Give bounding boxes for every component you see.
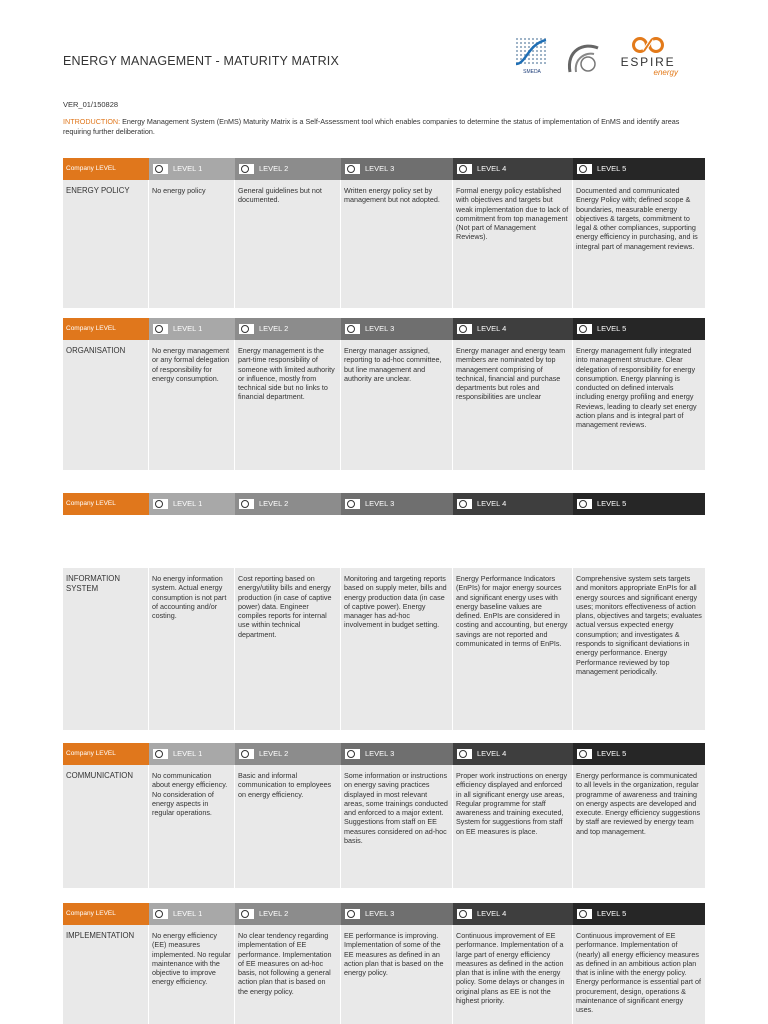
checkbox[interactable]	[457, 499, 472, 509]
introduction	[63, 117, 708, 136]
svg-text:SMEDA: SMEDA	[523, 69, 541, 75]
checkbox[interactable]	[457, 749, 472, 759]
section-information-system	[63, 493, 705, 730]
checkbox[interactable]	[457, 164, 472, 174]
level-label: LEVEL 3	[365, 324, 395, 333]
level-2-option[interactable]	[235, 493, 341, 515]
level-label: LEVEL 1	[173, 909, 203, 918]
level-label: LEVEL 4	[477, 909, 507, 918]
level-label: LEVEL 3	[365, 499, 395, 508]
level-1-option[interactable]	[149, 318, 235, 340]
level-5-description: Comprehensive system sets targets and monitors appropriate EnPIs for all energy sources and significant energy uses; monitors effectiveness of action plans, objectives and targets; evaluates actual versus expected energy consumption; and investigates & responds to significant deviations in energy performance. Energy Performance reviewed by top management periodically.	[576, 574, 702, 676]
checkbox[interactable]	[577, 499, 592, 509]
espire-mark-icon	[629, 36, 667, 54]
spacer	[63, 515, 705, 568]
level-4-option[interactable]	[453, 743, 573, 765]
level-1-description: No energy management or any formal delegation of responsibility for energy consumption.	[149, 340, 235, 470]
level-3-description: EE performance is improving. Implementation of some of the EE measures as defined in an action plan that is based on the energy policy.	[341, 925, 453, 1024]
logo-bar	[514, 36, 680, 88]
radio-icon	[347, 165, 355, 173]
intro-text: Energy Management System (EnMS) Maturity Matrix is a Self-Assessment tool which enables companies to determine the status of implementation of EnMS and identify areas requiring further deliberation.	[63, 117, 680, 136]
level-header	[63, 743, 705, 765]
level-label: LEVEL 4	[477, 324, 507, 333]
radio-icon	[347, 325, 355, 333]
level-5-option[interactable]	[573, 743, 705, 765]
level-label: LEVEL 2	[259, 749, 289, 758]
level-2-option[interactable]	[235, 158, 341, 180]
level-4-description: Formal energy policy established with objectives and targets but weak implementation due to lack of commitment from top management (Not part of Management Reviews).	[453, 180, 573, 308]
level-2-description: Cost reporting based on energy/utility bills and energy production (in case of captive power) data. Engineer compiles reports for internal use within technical department.	[235, 568, 341, 730]
checkbox[interactable]	[577, 324, 592, 334]
section-implementation	[63, 903, 705, 1024]
level-label: LEVEL 5	[597, 164, 627, 173]
level-3-option[interactable]	[341, 903, 453, 925]
checkbox[interactable]	[577, 909, 592, 919]
level-header	[63, 903, 705, 925]
bfe-logo	[564, 40, 602, 76]
level-label: LEVEL 3	[365, 164, 395, 173]
level-3-description: Energy manager assigned, reporting to ad-hoc committee, but line management and authority are unclear.	[341, 340, 453, 470]
level-1-option[interactable]	[149, 158, 235, 180]
level-5-description: Documented and communicated Energy Policy with; defined scope & boundaries, measurable energy objectives & targets, commitment to legal & other compliances, supporting energy efficiency in purchasing, and is integral part of management reviews.	[576, 186, 698, 251]
radio-icon	[241, 325, 249, 333]
checkbox[interactable]	[239, 909, 254, 919]
level-2-option[interactable]	[235, 903, 341, 925]
radio-icon	[579, 500, 587, 508]
radio-icon	[579, 325, 587, 333]
level-label: LEVEL 5	[597, 909, 627, 918]
level-1-description: No energy information system. Actual energy consumption is not part of accounting and/or costing.	[149, 568, 235, 730]
section-communication	[63, 743, 705, 888]
intro-label: INTRODUCTION:	[63, 117, 121, 126]
row-name: IMPLEMENTATION	[63, 925, 149, 1024]
company-level-label: Company LEVEL	[63, 158, 149, 180]
checkbox[interactable]	[239, 324, 254, 334]
radio-icon	[579, 165, 587, 173]
radio-icon	[459, 910, 467, 918]
level-5-option[interactable]	[573, 318, 705, 340]
radio-icon	[347, 500, 355, 508]
level-label: LEVEL 2	[259, 909, 289, 918]
level-label: LEVEL 1	[173, 499, 203, 508]
level-3-description: Monitoring and targeting reports based on supply meter, bills and energy production data (in case of captive power). Energy manager has ad-hoc involvement in budget setting.	[341, 568, 453, 730]
matrix-row	[63, 180, 705, 308]
level-2-option[interactable]	[235, 743, 341, 765]
level-2-description: No clear tendency regarding implementation of EE performance. Implementation of EE measures on ad-hoc basis, not following a general action plan that is based on the energy policy.	[235, 925, 341, 1024]
espire-tagline: energy	[653, 68, 678, 77]
row-name: COMMUNICATION	[63, 765, 149, 888]
level-1-description: No communication about energy efficiency. No consideration of energy aspects in regular operations.	[149, 765, 235, 888]
checkbox[interactable]	[153, 324, 168, 334]
radio-icon	[459, 750, 467, 758]
level-1-option[interactable]	[149, 743, 235, 765]
checkbox[interactable]	[153, 499, 168, 509]
espire-wordmark: ESPIRE	[620, 55, 676, 69]
level-1-description: No energy efficiency (EE) measures implemented. No regular maintenance with the objective to improve energy efficiency.	[149, 925, 235, 1024]
espire-logo	[616, 36, 680, 77]
level-label: LEVEL 2	[259, 499, 289, 508]
checkbox[interactable]	[345, 164, 360, 174]
level-3-option[interactable]	[341, 318, 453, 340]
radio-icon	[241, 165, 249, 173]
radio-icon	[155, 165, 163, 173]
row-name: ENERGY POLICY	[63, 180, 149, 308]
level-4-option[interactable]	[453, 903, 573, 925]
level-label: LEVEL 1	[173, 324, 203, 333]
matrix-row	[63, 568, 705, 730]
level-5-description: Energy performance is communicated to all levels in the organization, regular programme of awareness and training on energy aspects are developed and execute. Energy efficiency suggestions by staff are reviewed by energy team and top management.	[576, 771, 701, 836]
radio-icon	[347, 750, 355, 758]
level-label: LEVEL 3	[365, 749, 395, 758]
level-label: LEVEL 2	[259, 324, 289, 333]
level-1-option[interactable]	[149, 903, 235, 925]
checkbox[interactable]	[345, 749, 360, 759]
section-energy-policy	[63, 158, 705, 308]
checkbox[interactable]	[345, 499, 360, 509]
radio-icon	[155, 750, 163, 758]
level-3-option[interactable]	[341, 743, 453, 765]
level-label: LEVEL 5	[597, 324, 627, 333]
level-4-option[interactable]	[453, 318, 573, 340]
level-2-option[interactable]	[235, 318, 341, 340]
radio-icon	[459, 325, 467, 333]
row-name: INFORMATION SYSTEM	[63, 568, 149, 730]
checkbox[interactable]	[153, 164, 168, 174]
level-label: LEVEL 3	[365, 909, 395, 918]
checkbox[interactable]	[239, 499, 254, 509]
radio-icon	[579, 910, 587, 918]
radio-icon	[155, 910, 163, 918]
checkbox[interactable]	[239, 164, 254, 174]
matrix-row	[63, 765, 705, 888]
radio-icon	[241, 750, 249, 758]
level-4-description: Proper work instructions on energy efficiency displayed and enforced in all significant energy use areas, Regular programme for staff awareness and training executed, System for suggestions from staff on EE measures is place.	[453, 765, 573, 888]
checkbox[interactable]	[457, 324, 472, 334]
row-name: ORGANISATION	[63, 340, 149, 470]
company-level-label: Company LEVEL	[63, 743, 149, 765]
level-3-description: Some information or instructions on energy saving practices displayed in most relevant areas, some trainings conducted and enforced to a major extent. Suggestions from staff on EE measures considered on ad-hoc basis.	[341, 765, 453, 888]
level-4-option[interactable]	[453, 158, 573, 180]
company-level-label: Company LEVEL	[63, 493, 149, 515]
radio-icon	[155, 325, 163, 333]
smeda-logo	[514, 36, 550, 76]
checkbox[interactable]	[153, 749, 168, 759]
level-label: LEVEL 2	[259, 164, 289, 173]
level-4-description: Energy Performance Indicators (EnPIs) for major energy sources and significant energy uses with energy baseline values are defined. EnPIs are considered in costing and accounting, but energy savings are not reported and communicated in terms of EnPIs.	[453, 568, 573, 730]
radio-icon	[459, 165, 467, 173]
radio-icon	[459, 500, 467, 508]
level-2-description: Basic and informal communication to employees on energy efficiency.	[235, 765, 341, 888]
page-title: ENERGY MANAGEMENT - MATURITY MATRIX	[63, 54, 340, 68]
level-5-option[interactable]	[573, 493, 705, 515]
level-2-description: Energy management is the part-time responsibility of someone with limited authority or influence, mostly from technical side but no links to financial department.	[235, 340, 341, 470]
level-5-description: Energy management fully integrated into management structure. Clear delegation of responsibility for energy consumption. Energy planning is conducted on defined intervals including energy profiling and energy Reviews, leading to clearly set energy action plans and is integral part of management reviews.	[576, 346, 697, 430]
checkbox[interactable]	[345, 909, 360, 919]
level-3-option[interactable]	[341, 493, 453, 515]
section-organisation	[63, 318, 705, 470]
checkbox[interactable]	[239, 749, 254, 759]
level-2-description: General guidelines but not documented.	[235, 180, 341, 308]
level-3-description: Written energy policy set by management but not adopted.	[341, 180, 453, 308]
checkbox[interactable]	[577, 164, 592, 174]
checkbox[interactable]	[577, 749, 592, 759]
level-header	[63, 318, 705, 340]
level-4-description: Energy manager and energy team members are nominated by top management comprising of technical, financial and purchase departments but roles and responsibilities are unclear	[453, 340, 573, 470]
level-4-option[interactable]	[453, 493, 573, 515]
level-label: LEVEL 1	[173, 749, 203, 758]
radio-icon	[347, 910, 355, 918]
level-label: LEVEL 4	[477, 749, 507, 758]
company-level-label: Company LEVEL	[63, 318, 149, 340]
level-label: LEVEL 5	[597, 499, 627, 508]
checkbox[interactable]	[457, 909, 472, 919]
level-label: LEVEL 1	[173, 164, 203, 173]
radio-icon	[241, 500, 249, 508]
level-4-description: Continuous improvement of EE performance. Implementation of a large part of energy efficiency measures as defined in the action plan that is inline with the energy policy. Some delays or changes in original plans as EE is not the highest priority.	[453, 925, 573, 1024]
level-5-description: Continuous improvement of EE performance. Implementation of (nearly) all energy efficiency measures as defined in an ambitious action plan that is inline with the energy policy. Energy performance is essential part of procurement, design, operations & maintenance of significant energy uses.	[576, 931, 702, 1015]
level-3-option[interactable]	[341, 158, 453, 180]
level-5-option[interactable]	[573, 158, 705, 180]
matrix-row	[63, 925, 705, 1024]
version-label: VER_01/150828	[63, 100, 119, 109]
level-1-description: No energy policy	[149, 180, 235, 308]
radio-icon	[241, 910, 249, 918]
matrix-row	[63, 340, 705, 470]
level-header	[63, 158, 705, 180]
level-1-option[interactable]	[149, 493, 235, 515]
level-header	[63, 493, 705, 515]
level-5-option[interactable]	[573, 903, 705, 925]
level-label: LEVEL 5	[597, 749, 627, 758]
radio-icon	[155, 500, 163, 508]
level-label: LEVEL 4	[477, 499, 507, 508]
checkbox[interactable]	[153, 909, 168, 919]
company-level-label: Company LEVEL	[63, 903, 149, 925]
checkbox[interactable]	[345, 324, 360, 334]
level-label: LEVEL 4	[477, 164, 507, 173]
radio-icon	[579, 750, 587, 758]
